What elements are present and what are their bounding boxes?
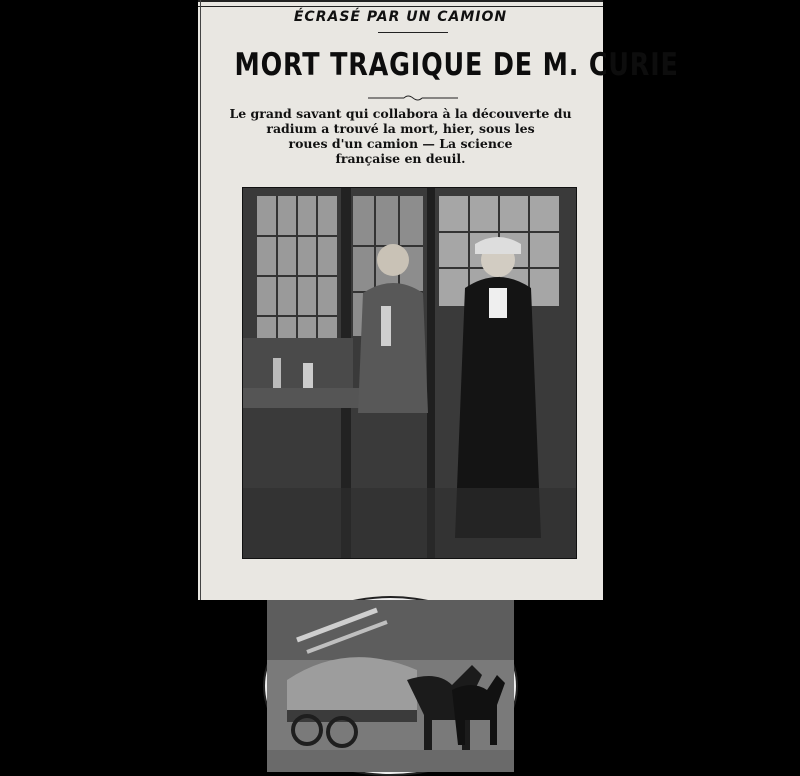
deck — [204, 106, 597, 166]
top-rule — [198, 0, 603, 7]
headline: MORT TRAGIQUE DE M. CURIE — [234, 47, 679, 83]
deck-line: Le grand savant qui collabora à la découverte du — [229, 106, 572, 121]
deck-line: radium a trouvé la mort, hier, sous les — [266, 121, 535, 136]
deck-line: roues d'un camion — La science — [288, 136, 513, 151]
kicker: ÉCRASÉ PAR UN CAMION — [293, 9, 508, 25]
laboratory-illustration — [243, 188, 576, 558]
cart-and-horses-illustration — [267, 600, 514, 772]
newspaper-page — [198, 0, 679, 600]
ornament-divider — [368, 94, 458, 102]
deck-line: française en deuil. — [335, 151, 466, 166]
laboratory-photo — [242, 187, 577, 559]
kicker-divider — [378, 32, 448, 33]
accident-scene-inset — [265, 598, 516, 774]
column-rule — [200, 0, 201, 600]
